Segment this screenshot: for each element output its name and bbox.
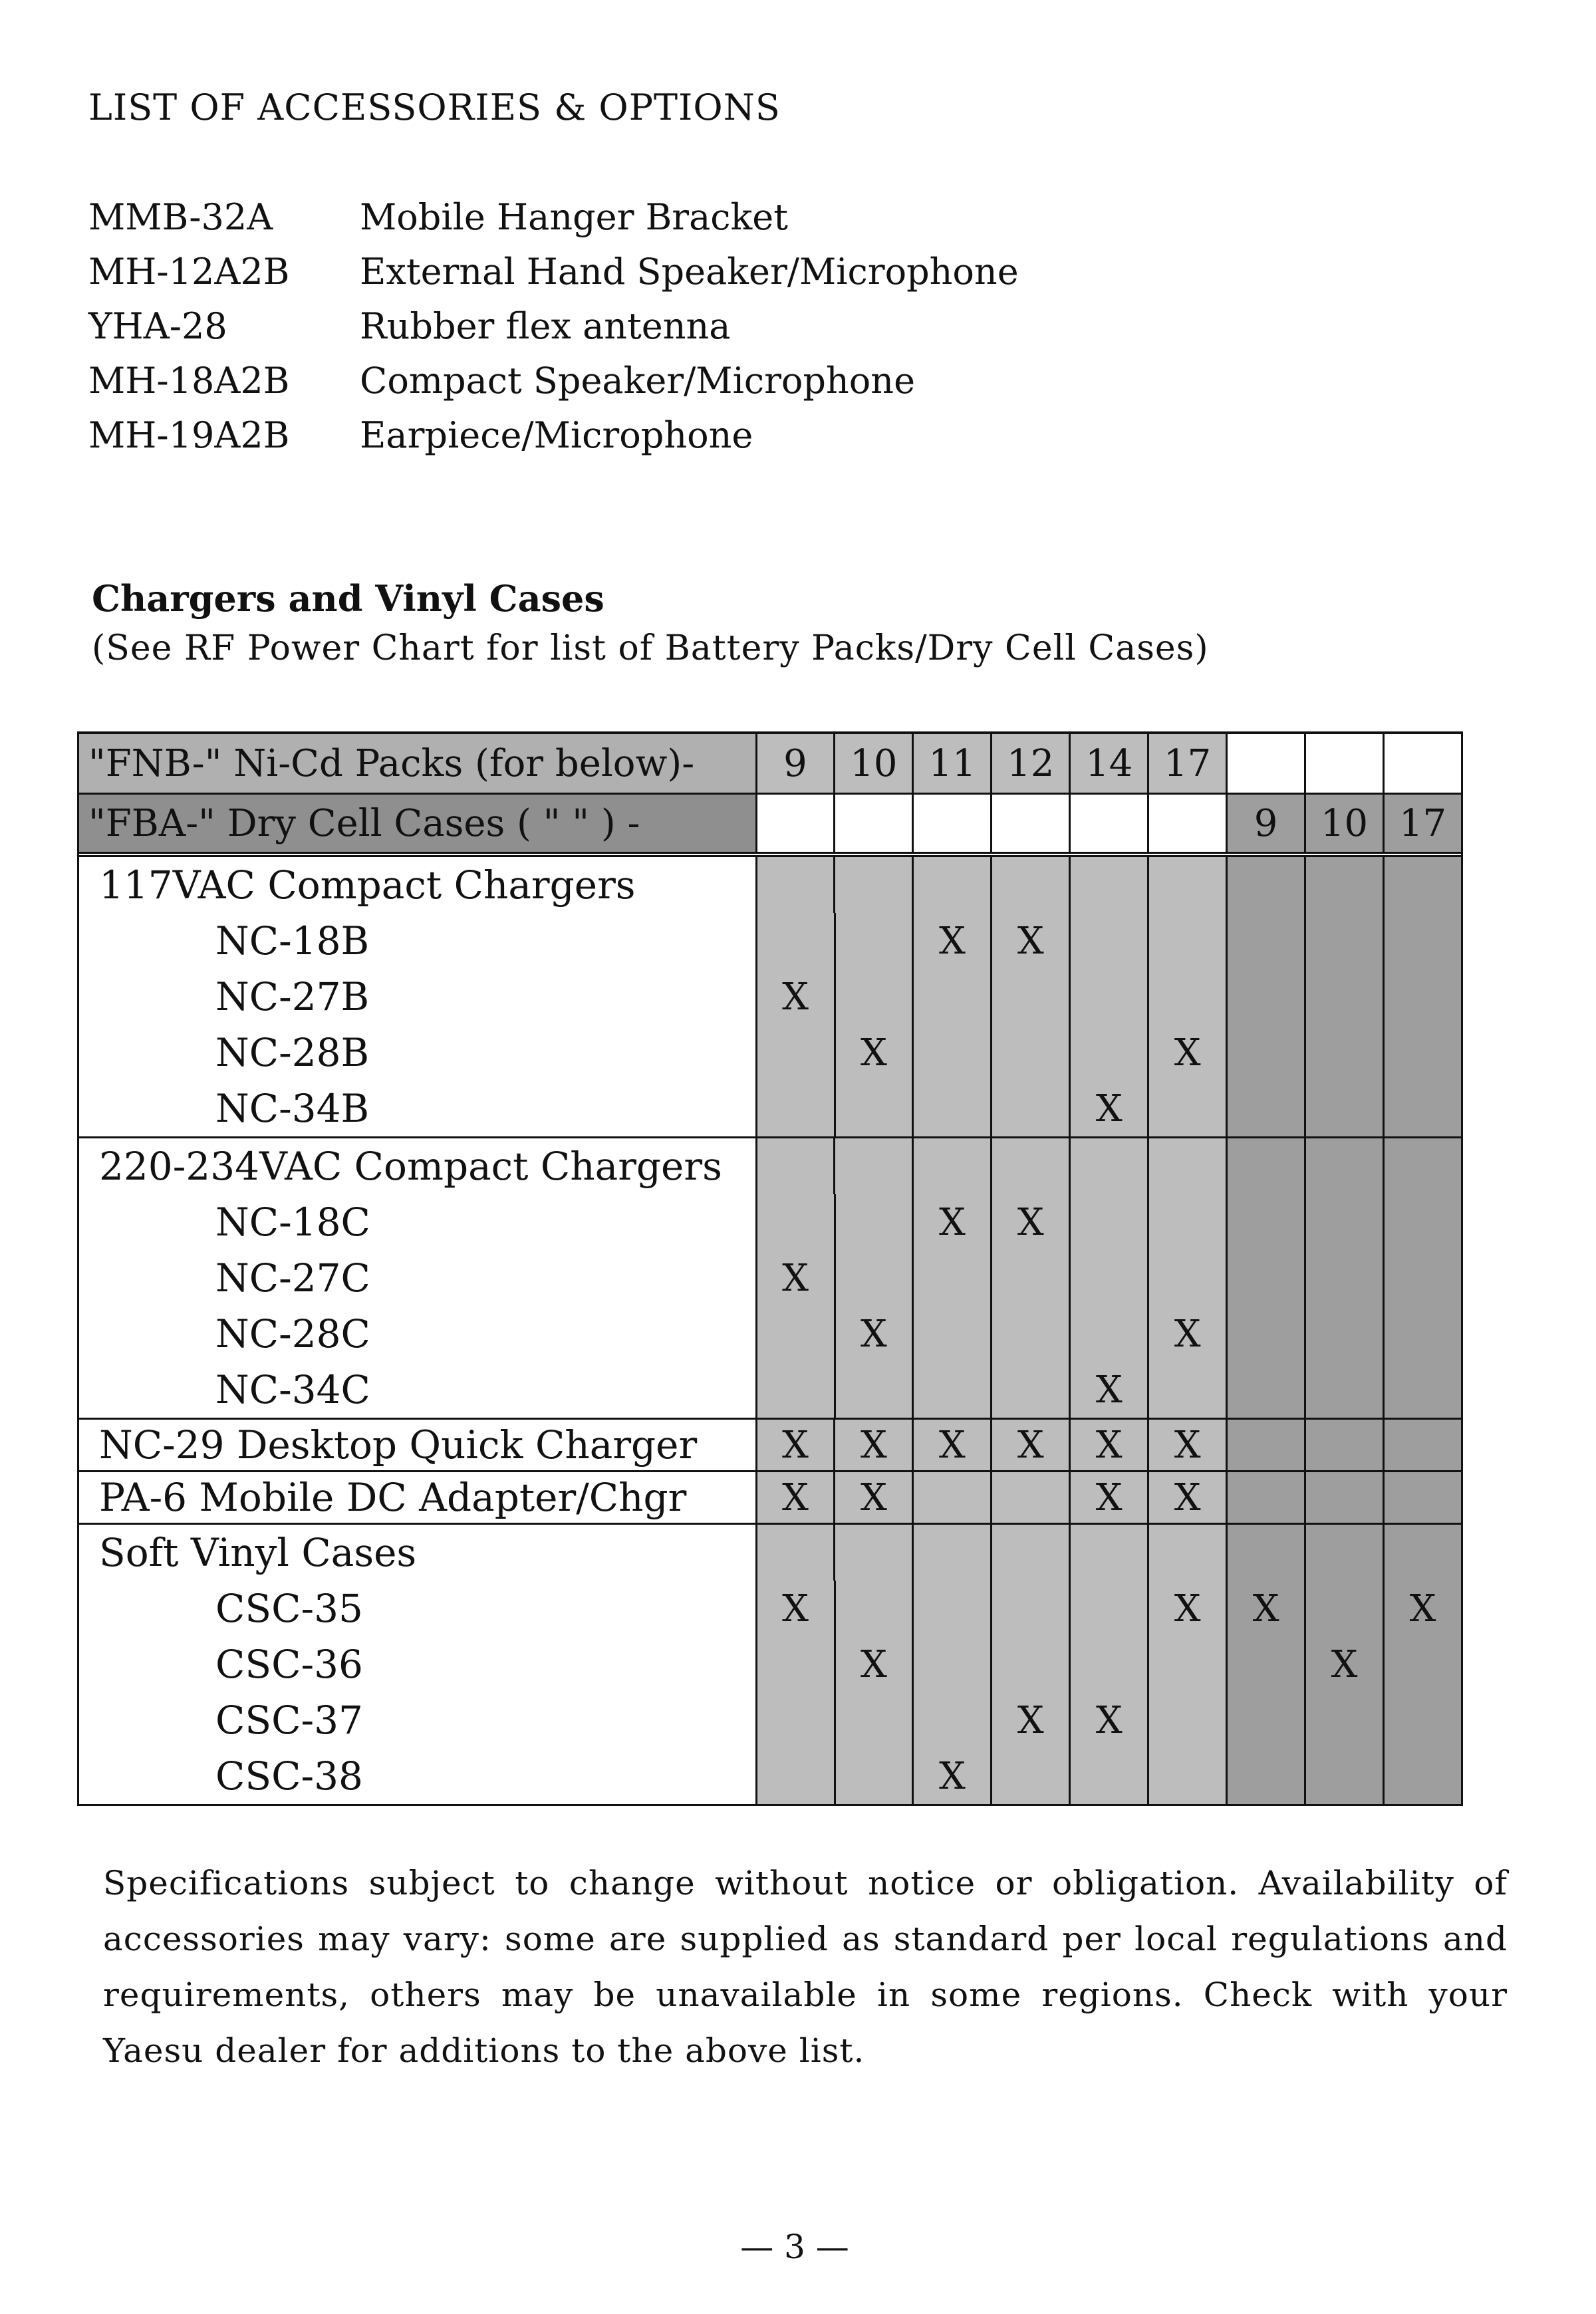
header-label-fba: "FBA-" Dry Cell Cases ( " " ) -: [79, 795, 755, 852]
x-mark: X: [755, 1250, 834, 1306]
footer-note: Specifications subject to change without notice or obligation. Availability of accessories may vary: some are supplied as standard per local regulations and requirements, others may be unavailable in some regions. Check with your Yaesu dealer for additions to the above list.: [103, 1864, 1508, 2070]
empty-cell: [912, 1362, 990, 1418]
table-group: [79, 1472, 1461, 1525]
empty-cell: [1304, 857, 1383, 913]
empty-cell: [1226, 969, 1304, 1025]
x-mark: X: [833, 1472, 912, 1523]
empty-cell: [1226, 1472, 1304, 1523]
table-row: [79, 1420, 1461, 1470]
row-label: CSC-35: [79, 1581, 755, 1636]
accessory-description: Mobile Hanger Bracket: [360, 195, 788, 238]
x-mark: X: [755, 1420, 834, 1470]
page-number: — 3 —: [740, 2228, 849, 2266]
empty-cell: [1304, 1525, 1383, 1581]
x-mark: X: [912, 913, 990, 969]
empty-cell: [1147, 1138, 1226, 1194]
accessories-list: [88, 190, 1019, 462]
header-cell-fba: 10: [1304, 795, 1383, 852]
compatibility-table: [77, 731, 1463, 1806]
empty-cell: [834, 969, 912, 1025]
empty-cell: [833, 1138, 912, 1194]
table-row: [79, 1581, 1461, 1636]
empty-cell: [912, 1581, 990, 1636]
x-mark: X: [1069, 1081, 1147, 1136]
x-mark: X: [990, 1194, 1069, 1250]
empty-cell: [755, 1748, 834, 1804]
empty-cell: [1304, 1420, 1383, 1470]
empty-cell: [1147, 857, 1226, 913]
x-mark: X: [1069, 1420, 1147, 1470]
empty-cell: [912, 1138, 990, 1194]
empty-cell: [1226, 1138, 1304, 1194]
empty-cell: [1147, 1748, 1226, 1804]
x-mark: X: [1147, 1581, 1226, 1636]
empty-cell: [834, 913, 912, 969]
empty-cell: [1069, 969, 1147, 1025]
list-item: [88, 244, 1019, 299]
header-cell-fnb: 17: [1147, 734, 1226, 793]
accessory-description: Compact Speaker/Microphone: [360, 359, 916, 402]
list-item: [88, 353, 1019, 408]
empty-cell: [1226, 913, 1304, 969]
header-cell-empty: [833, 795, 912, 852]
x-mark: X: [1226, 1581, 1304, 1636]
empty-cell: [755, 1081, 834, 1136]
table-row: [79, 1025, 1461, 1081]
header-cell-empty: [990, 795, 1069, 852]
table-row: [79, 1081, 1461, 1136]
empty-cell: [1069, 1748, 1147, 1804]
header-cell-empty: [1226, 734, 1304, 793]
empty-cell: [1226, 1525, 1304, 1581]
empty-cell: [912, 1636, 990, 1692]
empty-cell: [990, 1748, 1069, 1804]
empty-cell: [1226, 1636, 1304, 1692]
empty-cell: [755, 1138, 834, 1194]
empty-cell: [990, 1636, 1069, 1692]
header-cell-fnb: 12: [990, 734, 1069, 793]
empty-cell: [1069, 1636, 1147, 1692]
empty-cell: [834, 1081, 912, 1136]
header-cell-fba: 17: [1383, 795, 1461, 852]
empty-cell: [1147, 1636, 1226, 1692]
empty-cell: [990, 1250, 1069, 1306]
empty-cell: [755, 857, 834, 913]
empty-cell: [1147, 1692, 1226, 1748]
empty-cell: [1383, 1138, 1461, 1194]
empty-cell: [834, 1194, 912, 1250]
x-mark: X: [1147, 1472, 1226, 1523]
empty-cell: [1147, 913, 1226, 969]
empty-cell: [1069, 1194, 1147, 1250]
table-row: [79, 913, 1461, 969]
empty-cell: [755, 1306, 834, 1362]
x-mark: X: [990, 913, 1069, 969]
header-cell-empty: [1147, 795, 1226, 852]
header-cell-empty: [1383, 734, 1461, 793]
accessory-code: MH-19A2B: [88, 414, 290, 456]
header-cell-fnb: 14: [1069, 734, 1147, 793]
empty-cell: [1147, 1362, 1226, 1418]
empty-cell: [912, 1525, 990, 1581]
accessory-code: MMB-32A: [88, 195, 273, 238]
empty-cell: [1383, 1306, 1461, 1362]
empty-cell: [1069, 1581, 1147, 1636]
x-mark: X: [755, 1472, 834, 1523]
header-cell-fba: 9: [1226, 795, 1304, 852]
table-row: [79, 1692, 1461, 1748]
table-row: [79, 857, 1461, 913]
row-label: NC-34B: [79, 1081, 755, 1136]
x-mark: X: [834, 1636, 912, 1692]
empty-cell: [1069, 1025, 1147, 1081]
empty-cell: [833, 857, 912, 913]
empty-cell: [1304, 1472, 1383, 1523]
empty-cell: [1069, 1306, 1147, 1362]
empty-cell: [990, 1581, 1069, 1636]
table-row: [79, 1250, 1461, 1306]
empty-cell: [1226, 1306, 1304, 1362]
empty-cell: [912, 857, 990, 913]
row-label: 117VAC Compact Chargers: [79, 857, 755, 913]
empty-cell: [1069, 1250, 1147, 1306]
empty-cell: [755, 1692, 834, 1748]
empty-cell: [1383, 913, 1461, 969]
x-mark: X: [1147, 1306, 1226, 1362]
empty-cell: [1304, 969, 1383, 1025]
empty-cell: [1383, 969, 1461, 1025]
empty-cell: [1226, 1748, 1304, 1804]
empty-cell: [1069, 857, 1147, 913]
row-label: NC-27C: [79, 1250, 755, 1306]
table-group: [79, 1525, 1461, 1804]
accessory-description: Rubber flex antenna: [360, 305, 731, 347]
empty-cell: [1304, 1081, 1383, 1136]
empty-cell: [755, 1025, 834, 1081]
page-title: LIST OF ACCESSORIES & OPTIONS: [88, 86, 781, 128]
row-label: NC-28C: [79, 1306, 755, 1362]
row-label: NC-29 Desktop Quick Charger: [79, 1420, 755, 1470]
empty-cell: [755, 1636, 834, 1692]
row-label: NC-27B: [79, 969, 755, 1025]
empty-cell: [1226, 1420, 1304, 1470]
header-label-fnb: "FNB-" Ni-Cd Packs (for below)-: [79, 734, 755, 793]
table-row: [79, 969, 1461, 1025]
empty-cell: [1147, 1525, 1226, 1581]
empty-cell: [833, 1525, 912, 1581]
row-label: PA-6 Mobile DC Adapter/Chgr: [79, 1472, 755, 1523]
row-label: 220-234VAC Compact Chargers: [79, 1138, 755, 1194]
empty-cell: [1304, 1362, 1383, 1418]
empty-cell: [1383, 1420, 1461, 1470]
list-item: [88, 299, 1019, 353]
header-cell-empty: [755, 795, 834, 852]
table-row: [79, 1636, 1461, 1692]
x-mark: X: [1069, 1692, 1147, 1748]
empty-cell: [912, 1250, 990, 1306]
empty-cell: [1226, 1362, 1304, 1418]
x-mark: X: [990, 1420, 1069, 1470]
empty-cell: [990, 1525, 1069, 1581]
header-cell-empty: [1069, 795, 1147, 852]
header-cell-empty: [912, 795, 990, 852]
empty-cell: [1147, 1081, 1226, 1136]
empty-cell: [834, 1692, 912, 1748]
list-item: [88, 190, 1019, 244]
empty-cell: [1304, 1250, 1383, 1306]
empty-cell: [1304, 1581, 1383, 1636]
empty-cell: [1383, 1362, 1461, 1418]
empty-cell: [912, 969, 990, 1025]
empty-cell: [1383, 1250, 1461, 1306]
empty-cell: [1069, 913, 1147, 969]
empty-cell: [990, 1472, 1069, 1523]
accessory-description: Earpiece/Microphone: [360, 414, 753, 456]
table-row: [79, 1194, 1461, 1250]
table-row: [79, 1472, 1461, 1523]
empty-cell: [990, 1138, 1069, 1194]
x-mark: X: [755, 969, 834, 1025]
empty-cell: [1383, 1525, 1461, 1581]
x-mark: X: [912, 1194, 990, 1250]
x-mark: X: [1069, 1362, 1147, 1418]
empty-cell: [990, 1362, 1069, 1418]
empty-cell: [912, 1025, 990, 1081]
row-label: Soft Vinyl Cases: [79, 1525, 755, 1581]
empty-cell: [755, 1362, 834, 1418]
table-row: [79, 1306, 1461, 1362]
empty-cell: [1226, 1081, 1304, 1136]
x-mark: X: [834, 1306, 912, 1362]
accessory-code: YHA-28: [88, 305, 227, 347]
x-mark: X: [990, 1692, 1069, 1748]
empty-cell: [1069, 1525, 1147, 1581]
empty-cell: [1226, 1250, 1304, 1306]
empty-cell: [834, 1748, 912, 1804]
empty-cell: [1069, 1138, 1147, 1194]
row-label: NC-34C: [79, 1362, 755, 1418]
empty-cell: [1226, 1692, 1304, 1748]
empty-cell: [1304, 1138, 1383, 1194]
header-cell-fnb: 9: [755, 734, 834, 793]
empty-cell: [834, 1581, 912, 1636]
empty-cell: [912, 1081, 990, 1136]
header-row-fba: [79, 795, 1461, 857]
empty-cell: [1147, 1194, 1226, 1250]
x-mark: X: [833, 1420, 912, 1470]
x-mark: X: [834, 1025, 912, 1081]
header-cell-fnb: 11: [912, 734, 990, 793]
empty-cell: [1383, 1692, 1461, 1748]
row-label: CSC-37: [79, 1692, 755, 1748]
row-label: CSC-38: [79, 1748, 755, 1804]
table-row: [79, 1525, 1461, 1581]
empty-cell: [755, 913, 834, 969]
accessory-code: MH-18A2B: [88, 359, 290, 402]
empty-cell: [1383, 1472, 1461, 1523]
list-item: [88, 408, 1019, 462]
empty-cell: [1304, 1306, 1383, 1362]
empty-cell: [1147, 969, 1226, 1025]
x-mark: X: [912, 1420, 990, 1470]
empty-cell: [990, 969, 1069, 1025]
empty-cell: [1304, 1748, 1383, 1804]
x-mark: X: [1383, 1581, 1461, 1636]
empty-cell: [1147, 1250, 1226, 1306]
empty-cell: [1304, 1194, 1383, 1250]
empty-cell: [1304, 1025, 1383, 1081]
header-cell-empty: [1304, 734, 1383, 793]
x-mark: X: [1147, 1420, 1226, 1470]
x-mark: X: [912, 1748, 990, 1804]
section-note: (See RF Power Chart for list of Battery Packs/Dry Cell Cases): [92, 628, 1209, 668]
accessory-description: External Hand Speaker/Microphone: [360, 250, 1019, 293]
empty-cell: [1383, 1748, 1461, 1804]
table-group: [79, 1138, 1461, 1420]
table-row: [79, 1138, 1461, 1194]
empty-cell: [1226, 1194, 1304, 1250]
section-title: Chargers and Vinyl Cases: [92, 577, 604, 620]
table-group: [79, 857, 1461, 1138]
empty-cell: [912, 1692, 990, 1748]
empty-cell: [912, 1472, 990, 1523]
row-label: NC-18B: [79, 913, 755, 969]
row-label: NC-18C: [79, 1194, 755, 1250]
table-row: [79, 1748, 1461, 1804]
empty-cell: [990, 1306, 1069, 1362]
accessory-code: MH-12A2B: [88, 250, 290, 293]
empty-cell: [1383, 1025, 1461, 1081]
empty-cell: [1226, 857, 1304, 913]
row-label: NC-28B: [79, 1025, 755, 1081]
empty-cell: [990, 1025, 1069, 1081]
empty-cell: [1304, 913, 1383, 969]
empty-cell: [1304, 1692, 1383, 1748]
x-mark: X: [1304, 1636, 1383, 1692]
table-group: [79, 1420, 1461, 1472]
empty-cell: [755, 1194, 834, 1250]
empty-cell: [834, 1362, 912, 1418]
empty-cell: [834, 1250, 912, 1306]
empty-cell: [1383, 857, 1461, 913]
header-row-fnb: [79, 734, 1461, 795]
empty-cell: [1383, 1194, 1461, 1250]
x-mark: X: [1069, 1472, 1147, 1523]
x-mark: X: [1147, 1025, 1226, 1081]
x-mark: X: [755, 1581, 834, 1636]
row-label: CSC-36: [79, 1636, 755, 1692]
header-cell-fnb: 10: [833, 734, 912, 793]
empty-cell: [990, 857, 1069, 913]
empty-cell: [912, 1306, 990, 1362]
empty-cell: [1226, 1025, 1304, 1081]
empty-cell: [755, 1525, 834, 1581]
empty-cell: [1383, 1636, 1461, 1692]
empty-cell: [990, 1081, 1069, 1136]
empty-cell: [1383, 1081, 1461, 1136]
table-row: [79, 1362, 1461, 1418]
